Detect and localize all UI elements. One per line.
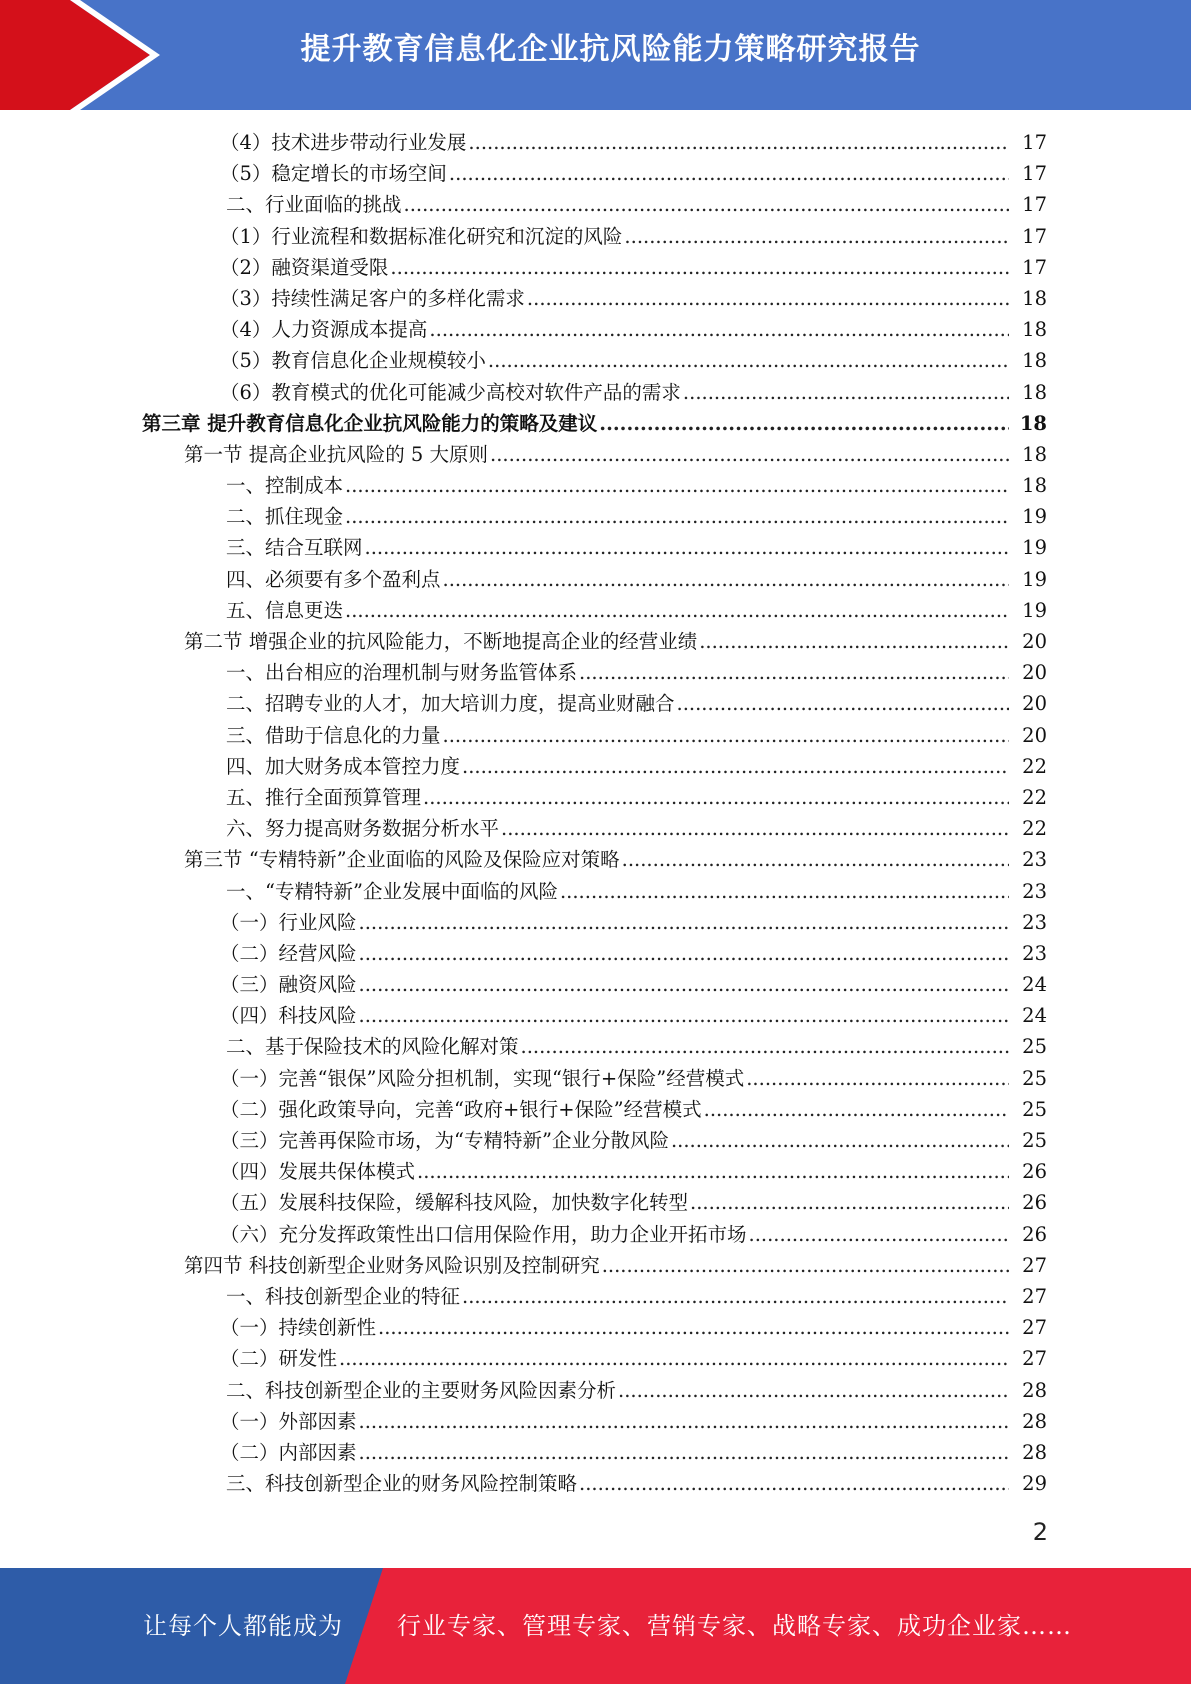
toc-dot-leader	[359, 969, 1009, 1000]
toc-entry-line	[226, 657, 1011, 688]
toc-entry[interactable]	[0, 1125, 1191, 1156]
toc-entry-page: 25	[1022, 1097, 1047, 1121]
toc-dot-leader	[579, 1468, 1009, 1499]
page-header	[0, 0, 1191, 110]
toc-entry-page: 26	[1022, 1160, 1047, 1184]
toc-entry-line	[226, 189, 1011, 220]
toc-entry-line	[226, 720, 1011, 751]
toc-dot-leader	[749, 1219, 1009, 1250]
toc-entry-page: 18	[1019, 411, 1047, 435]
toc-entry-title: （一）完善“银保”风险分担机制，实现“银行+保险”经营模式	[220, 1066, 745, 1090]
toc-dot-leader	[359, 907, 1009, 938]
toc-entry-page: 25	[1022, 1066, 1047, 1090]
toc-entry[interactable]	[0, 1094, 1191, 1125]
toc-entry[interactable]	[0, 844, 1191, 875]
toc-dot-leader	[359, 1000, 1009, 1031]
toc-entry[interactable]	[0, 720, 1191, 751]
toc-entry-title: 三、科技创新型企业的财务风险控制策略	[226, 1472, 578, 1496]
toc-dot-leader	[468, 127, 1009, 158]
toc-entry-page: 17	[1022, 255, 1047, 279]
toc-entry-title: 第四节 科技创新型企业财务风险识别及控制研究	[184, 1253, 600, 1277]
toc-entry-line	[220, 938, 1011, 969]
toc-entry-page: 19	[1022, 505, 1047, 529]
toc-entry-page: 27	[1022, 1253, 1047, 1277]
toc-entry-page: 18	[1022, 318, 1047, 342]
toc-entry-line	[220, 1437, 1011, 1468]
toc-entry-line	[184, 439, 1011, 470]
toc-entry-line	[226, 688, 1011, 719]
toc-entry[interactable]	[0, 1219, 1191, 1250]
toc-entry-title: 三、借助于信息化的力量	[226, 723, 441, 747]
toc-dot-leader	[417, 1156, 1009, 1187]
toc-dot-leader	[521, 1031, 1009, 1062]
toc-entry-line	[226, 1031, 1011, 1062]
toc-entry-page: 17	[1022, 193, 1047, 217]
toc-entry-title: 二、招聘专业的人才，加大培训力度，提高业财融合	[226, 692, 675, 716]
toc-dot-leader	[704, 1094, 1009, 1125]
toc-entry-page: 19	[1022, 598, 1047, 622]
toc-entry[interactable]	[0, 969, 1191, 1000]
toc-entry[interactable]	[0, 1000, 1191, 1031]
toc-entry[interactable]	[0, 189, 1191, 220]
toc-entry-line	[220, 1000, 1011, 1031]
toc-entry-line	[226, 876, 1011, 907]
toc-entry-line	[184, 844, 1011, 875]
toc-entry[interactable]	[0, 938, 1191, 969]
footer-slogan-left: 让每个人都能成为	[143, 1612, 343, 1640]
toc-entry-title: （一）持续创新性	[220, 1316, 377, 1340]
toc-entry[interactable]	[0, 1375, 1191, 1406]
toc-entry-page: 20	[1022, 661, 1047, 685]
toc-entry-title: 二、科技创新型企业的主要财务风险因素分析	[226, 1378, 617, 1402]
toc-entry-page: 27	[1022, 1284, 1047, 1308]
toc-entry-title: （二）强化政策导向，完善“政府+银行+保险”经营模式	[220, 1097, 702, 1121]
toc-entry-title: 一、控制成本	[226, 474, 344, 498]
toc-dot-leader	[599, 408, 1009, 439]
toc-dot-leader	[490, 439, 1009, 470]
toc-entry-line	[226, 595, 1011, 626]
toc-entry-title: （2）融资渠道受限	[220, 255, 389, 279]
toc-dot-leader	[690, 1187, 1009, 1218]
toc-dot-leader	[683, 377, 1009, 408]
toc-entry-page: 25	[1022, 1035, 1047, 1059]
toc-entry[interactable]	[0, 1406, 1191, 1437]
toc-entry-title: 五、推行全面预算管理	[226, 785, 422, 809]
toc-entry-title: （二）经营风险	[220, 941, 357, 965]
toc-entry[interactable]	[0, 532, 1191, 563]
toc-entry-page: 25	[1022, 1129, 1047, 1152]
toc-entry-line	[220, 252, 1011, 283]
toc-dot-leader	[404, 189, 1009, 220]
toc-entry-title: 二、基于保险技术的风险化解对策	[226, 1035, 519, 1059]
toc-entry-title: 四、加大财务成本管控力度	[226, 754, 461, 778]
toc-entry-line	[220, 158, 1011, 189]
toc-dot-leader	[345, 501, 1009, 532]
toc-entry[interactable]	[0, 158, 1191, 189]
toc-entry-line	[226, 751, 1011, 782]
toc-entry-line	[142, 408, 1011, 439]
toc-dot-leader	[462, 1281, 1009, 1312]
toc-dot-leader	[602, 1250, 1009, 1281]
toc-entry[interactable]	[0, 595, 1191, 626]
toc-entry-line	[220, 969, 1011, 1000]
toc-dot-leader	[624, 221, 1009, 252]
toc-entry[interactable]	[0, 626, 1191, 657]
toc-entry[interactable]	[0, 314, 1191, 345]
toc-entry-line	[220, 221, 1011, 252]
toc-entry-line	[220, 1343, 1011, 1374]
toc-entry-line	[220, 1406, 1011, 1437]
toc-entry-title: （三）完善再保险市场，为“专精特新”企业分散风险	[220, 1129, 669, 1152]
toc-entry-page: 18	[1022, 286, 1047, 310]
toc-entry-title: （四）科技风险	[220, 1004, 357, 1028]
toc-entry-title: 第二节 增强企业的抗风险能力，不断地提高企业的经营业绩	[184, 630, 698, 653]
toc-entry-page: 28	[1022, 1440, 1047, 1464]
toc-entry[interactable]	[0, 688, 1191, 719]
toc-dot-leader	[622, 844, 1009, 875]
toc-dot-leader	[488, 345, 1009, 376]
toc-entry[interactable]	[0, 1063, 1191, 1094]
toc-entry-page: 28	[1022, 1378, 1047, 1402]
toc-entry-page: 18	[1022, 349, 1047, 373]
toc-entry[interactable]	[0, 564, 1191, 595]
toc-entry-page: 18	[1022, 474, 1047, 498]
toc-entry-title: （四）发展共保体模式	[220, 1160, 416, 1184]
report-title: 提升教育信息化企业抗风险能力策略研究报告	[300, 32, 921, 67]
toc-entry-page: 19	[1022, 536, 1047, 560]
toc-entry-page: 22	[1022, 817, 1047, 841]
toc-entry[interactable]	[0, 1156, 1191, 1187]
toc-entry-line	[226, 470, 1011, 501]
toc-entry-page: 27	[1022, 1347, 1047, 1371]
toc-entry-title: （三）融资风险	[220, 973, 357, 997]
toc-entry-title: 二、行业面临的挑战	[226, 193, 402, 217]
toc-entry-line	[226, 782, 1011, 813]
toc-entry[interactable]	[0, 1343, 1191, 1374]
table-of-contents	[0, 127, 1191, 1499]
toc-entry[interactable]	[0, 127, 1191, 158]
toc-entry-page: 24	[1022, 973, 1047, 997]
toc-entry[interactable]	[0, 1312, 1191, 1343]
toc-entry-title: 第一节 提高企业抗风险的 5 大原则	[184, 442, 489, 466]
toc-entry-title: （1）行业流程和数据标准化研究和沉淀的风险	[220, 224, 623, 248]
toc-entry-page: 20	[1022, 723, 1047, 747]
toc-dot-leader	[746, 1063, 1009, 1094]
toc-dot-leader	[443, 720, 1009, 751]
toc-entry-line	[226, 501, 1011, 532]
toc-entry-page: 26	[1022, 1191, 1047, 1215]
toc-entry-title: （二）内部因素	[220, 1440, 357, 1464]
toc-entry-title: （4）人力资源成本提高	[220, 318, 428, 342]
toc-entry[interactable]	[0, 813, 1191, 844]
toc-dot-leader	[449, 158, 1009, 189]
toc-entry-title: （6）教育模式的优化可能减少高校对软件产品的需求	[220, 380, 681, 404]
toc-entry-title: 四、必须要有多个盈利点	[226, 567, 441, 591]
toc-entry-line	[220, 1125, 1011, 1156]
toc-entry-line	[220, 907, 1011, 938]
toc-entry-line	[226, 1468, 1011, 1499]
toc-entry[interactable]	[0, 1468, 1191, 1499]
toc-entry-line	[220, 377, 1011, 408]
toc-dot-leader	[618, 1375, 1009, 1406]
toc-entry-line	[226, 1375, 1011, 1406]
toc-entry[interactable]	[0, 377, 1191, 408]
toc-entry-title: （5）稳定增长的市场空间	[220, 162, 447, 186]
toc-entry[interactable]	[0, 252, 1191, 283]
toc-entry-line	[184, 1250, 1011, 1281]
toc-entry-title: （4）技术进步带动行业发展	[220, 131, 467, 154]
toc-entry[interactable]	[0, 876, 1191, 907]
toc-entry[interactable]	[0, 470, 1191, 501]
toc-entry-page: 17	[1022, 162, 1047, 186]
toc-entry-title: （一）外部因素	[220, 1409, 357, 1433]
toc-entry-title: （五）发展科技保险，缓解科技风险，加快数字化转型	[220, 1191, 689, 1215]
toc-entry-page: 29	[1022, 1472, 1047, 1496]
toc-entry-title: 六、努力提高财务数据分析水平	[226, 817, 500, 841]
toc-dot-leader	[339, 1343, 1009, 1374]
toc-entry-page: 23	[1022, 941, 1047, 965]
toc-dot-leader	[527, 283, 1009, 314]
toc-entry-page: 18	[1022, 380, 1047, 404]
toc-entry-title: 第三章 提升教育信息化企业抗风险能力的策略及建议	[142, 411, 598, 435]
toc-dot-leader	[699, 626, 1009, 657]
toc-entry-line	[220, 1219, 1011, 1250]
toc-dot-leader	[462, 751, 1009, 782]
toc-dot-leader	[429, 314, 1009, 345]
toc-dot-leader	[378, 1312, 1009, 1343]
page-number: 2	[1032, 1518, 1048, 1546]
toc-dot-leader	[423, 782, 1009, 813]
toc-entry-page: 28	[1022, 1409, 1047, 1433]
toc-entry[interactable]	[0, 1250, 1191, 1281]
toc-entry[interactable]	[0, 907, 1191, 938]
toc-entry[interactable]	[0, 1281, 1191, 1312]
toc-entry-page: 27	[1022, 1316, 1047, 1340]
toc-entry-line	[220, 1094, 1011, 1125]
toc-entry-title: 三、结合互联网	[226, 536, 363, 560]
toc-entry-page: 20	[1022, 630, 1047, 653]
toc-entry-title: 一、出台相应的治理机制与财务监管体系	[226, 661, 578, 685]
toc-entry-title: 第三节 “专精特新”企业面临的风险及保险应对策略	[184, 848, 620, 872]
toc-dot-leader	[579, 657, 1009, 688]
toc-entry-title: 五、信息更迭	[226, 598, 344, 622]
page-footer	[0, 1568, 1191, 1684]
toc-dot-leader	[359, 938, 1009, 969]
toc-entry-title: （六）充分发挥政策性出口信用保险作用，助力企业开拓市场	[220, 1222, 747, 1246]
toc-entry-page: 20	[1022, 692, 1047, 716]
toc-entry-page: 17	[1022, 224, 1047, 248]
toc-entry[interactable]	[0, 408, 1191, 439]
toc-entry-title: （二）研发性	[220, 1347, 338, 1371]
toc-entry-page: 23	[1022, 879, 1047, 903]
toc-entry-page: 23	[1022, 910, 1047, 934]
toc-entry-line	[226, 564, 1011, 595]
toc-dot-leader	[677, 688, 1009, 719]
toc-entry-page: 18	[1022, 442, 1047, 466]
toc-entry-line	[220, 1063, 1011, 1094]
toc-entry-line	[226, 813, 1011, 844]
toc-entry-title: （3）持续性满足客户的多样化需求	[220, 286, 525, 310]
toc-entry-page: 19	[1022, 567, 1047, 591]
toc-entry-title: 一、科技创新型企业的特征	[226, 1284, 461, 1308]
toc-entry-page: 26	[1022, 1222, 1047, 1246]
toc-entry[interactable]	[0, 501, 1191, 532]
toc-entry-title: （一）行业风险	[220, 910, 357, 934]
toc-entry-line	[220, 1187, 1011, 1218]
toc-entry-line	[226, 1281, 1011, 1312]
toc-dot-leader	[345, 595, 1009, 626]
toc-entry-line	[220, 314, 1011, 345]
toc-entry[interactable]	[0, 283, 1191, 314]
toc-dot-leader	[671, 1125, 1009, 1156]
toc-entry[interactable]	[0, 782, 1191, 813]
toc-entry-page: 23	[1022, 848, 1047, 872]
toc-dot-leader	[390, 252, 1009, 283]
toc-dot-leader	[359, 1406, 1009, 1437]
toc-entry-title: 一、“专精特新”企业发展中面临的风险	[226, 879, 558, 903]
toc-entry-page: 24	[1022, 1004, 1047, 1028]
toc-entry-line	[220, 283, 1011, 314]
toc-dot-leader	[359, 1437, 1009, 1468]
toc-entry[interactable]	[0, 221, 1191, 252]
toc-entry[interactable]	[0, 345, 1191, 376]
toc-entry[interactable]	[0, 1437, 1191, 1468]
toc-entry[interactable]	[0, 751, 1191, 782]
toc-entry[interactable]	[0, 657, 1191, 688]
toc-entry-title: 二、抓住现金	[226, 505, 344, 529]
toc-entry-line	[220, 345, 1011, 376]
toc-dot-leader	[443, 564, 1009, 595]
toc-entry-line	[220, 1156, 1011, 1187]
toc-entry-page: 22	[1022, 754, 1047, 778]
toc-dot-leader	[560, 876, 1009, 907]
toc-dot-leader	[365, 532, 1009, 563]
toc-entry-title: （5）教育信息化企业规模较小	[220, 349, 486, 373]
toc-entry-line	[184, 626, 1011, 657]
toc-dot-leader	[501, 813, 1009, 844]
toc-entry[interactable]	[0, 1031, 1191, 1062]
toc-dot-leader	[345, 470, 1009, 501]
toc-entry-page: 22	[1022, 785, 1047, 809]
toc-entry-line	[226, 532, 1011, 563]
toc-entry-page: 17	[1022, 131, 1047, 154]
toc-entry-line	[220, 127, 1011, 158]
toc-entry[interactable]	[0, 439, 1191, 470]
toc-entry[interactable]	[0, 1187, 1191, 1218]
toc-entry-line	[220, 1312, 1011, 1343]
footer-slogan-right: 行业专家、管理专家、营销专家、战略专家、成功企业家……	[397, 1612, 1072, 1640]
